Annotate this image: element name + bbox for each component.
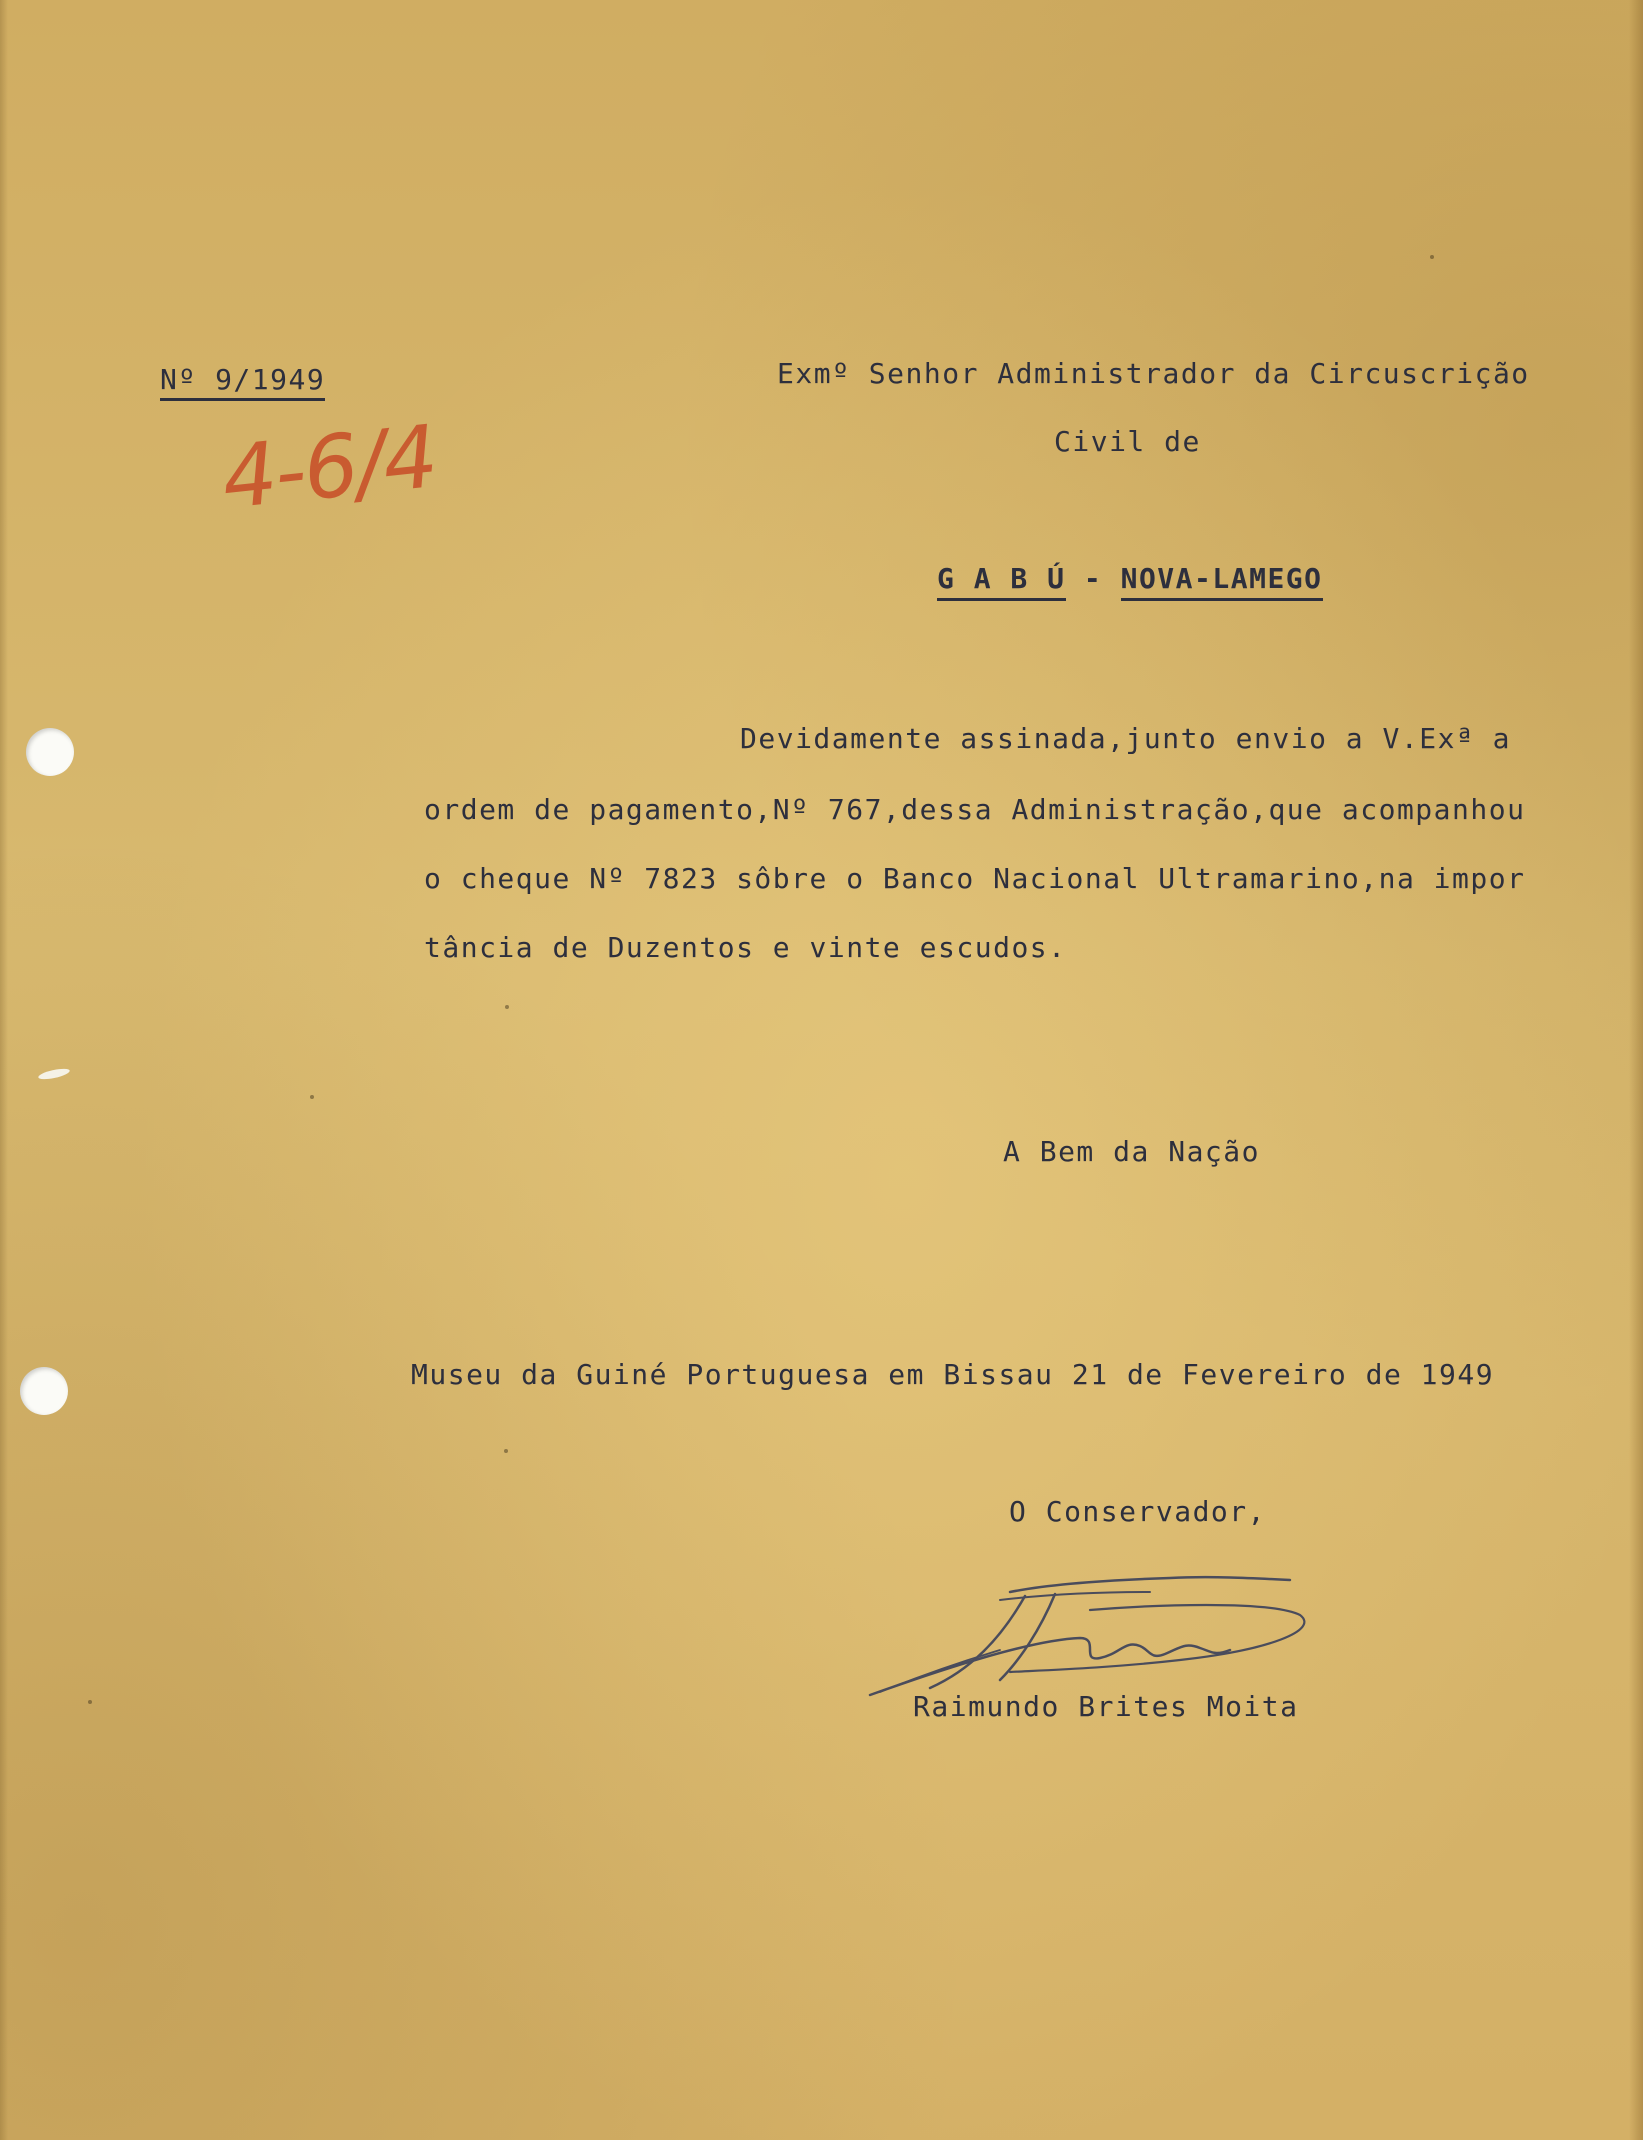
paper-speck [310, 1095, 314, 1099]
paper-speck [504, 1449, 508, 1453]
place-separator: - [1065, 562, 1121, 595]
paper-tear-mark [38, 1067, 71, 1081]
pencil-annotation: 4-6/4 [217, 407, 441, 529]
addressee-line-1: Exmº Senhor Administrador da Circuscrição [777, 357, 1530, 390]
body-line-2: ordem de pagamento,Nº 767,dessa Administração,que acompanhou [424, 793, 1526, 826]
addressee-line-2: Civil de [1054, 425, 1201, 458]
punch-hole-top [26, 728, 74, 776]
paper-right-edge [1629, 0, 1643, 2140]
signatory-title: O Conservador, [1009, 1495, 1267, 1528]
handwritten-signature [850, 1570, 1320, 1700]
paper-speck [88, 1700, 92, 1704]
place-and-date: Museu da Guiné Portuguesa em Bissau 21 de Fevereiro de 1949 [411, 1358, 1495, 1391]
paper-left-edge [0, 0, 8, 2140]
body-line-4: tância de Duzentos e vinte escudos. [424, 931, 1067, 964]
paper-speck [1430, 255, 1434, 259]
place-name-left: G A B Ú [937, 562, 1066, 601]
signer-name: Raimundo Brites Moita [913, 1690, 1299, 1723]
place-name-right: NOVA-LAMEGO [1121, 562, 1323, 601]
closing-salutation: A Bem da Nação [1003, 1135, 1261, 1168]
body-line-3: o cheque Nº 7823 sôbre o Banco Nacional Ultramarino,na impor [424, 862, 1526, 895]
paper-speck [505, 1005, 509, 1009]
reference-number: Nº 9/1949 [160, 366, 325, 401]
addressee-place [937, 562, 1323, 595]
body-line-1: Devidamente assinada,junto envio a V.Exª a [740, 722, 1512, 755]
punch-hole-bottom [20, 1367, 68, 1415]
